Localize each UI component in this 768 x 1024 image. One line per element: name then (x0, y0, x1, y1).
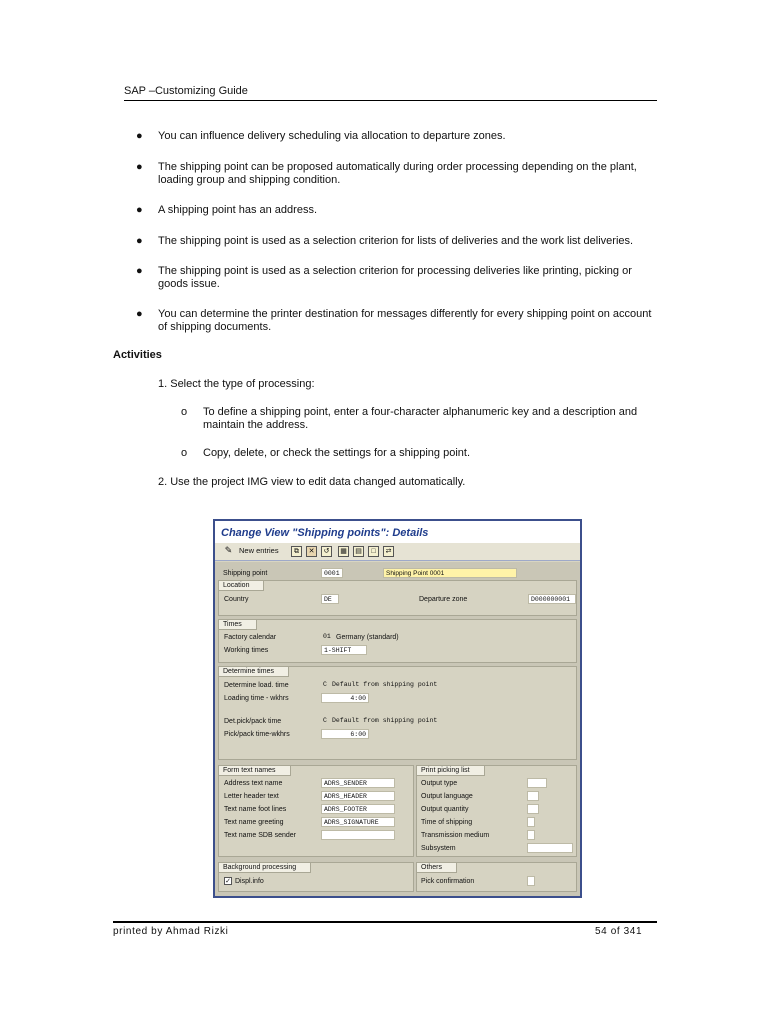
bullet-text: You can determine the printer destination for messages differently for every shipping point on account of shipping documents. (158, 308, 652, 333)
footer-divider (113, 921, 657, 923)
undo-icon[interactable]: ↺ (321, 546, 332, 557)
form-text-label: Text name greeting (224, 819, 284, 826)
country-label: Country (224, 596, 249, 603)
picking-list-label: Output language (421, 793, 473, 800)
pick-confirmation-label: Pick confirmation (421, 878, 475, 885)
country-field[interactable]: DE (321, 594, 339, 604)
bullet-icon: ● (136, 204, 143, 216)
delete-icon[interactable]: ✕ (306, 546, 317, 557)
form-text-field[interactable] (321, 830, 395, 840)
output-quantity-field[interactable] (527, 804, 539, 814)
background-processing-group-title: Background processing (219, 863, 311, 873)
sub-bullet-icon: o (181, 406, 188, 418)
bullet-icon: ● (136, 161, 143, 173)
times-group-title: Times (219, 620, 257, 630)
pick-pack-time-field[interactable]: 6:00 (321, 729, 369, 739)
form-text-field[interactable]: ADRS_HEADER (321, 791, 395, 801)
shipping-point-field[interactable]: 0001 (321, 568, 343, 578)
sub-item: To define a shipping point, enter a four-character alphanumeric key and a description and maintain the address. (203, 406, 638, 431)
form-text-field[interactable]: ADRS_SIGNATURE (321, 817, 395, 827)
factory-calendar-field[interactable]: 01 (323, 633, 331, 640)
form-text-field[interactable]: ADRS_FOOTER (321, 804, 395, 814)
bullet-text: The shipping point is used as a selection criterion for processing deliveries like printing, picking or goods issue. (158, 265, 632, 290)
step-2: 2. Use the project IMG view to edit data changed automatically. (158, 476, 466, 488)
load-time-label: Determine load. time (224, 682, 289, 689)
new-entries-button[interactable]: New entries (239, 546, 279, 555)
select-block-icon[interactable]: ▤ (353, 546, 364, 557)
others-group (416, 862, 577, 892)
output-language-field[interactable] (527, 791, 539, 801)
picking-list-label: Transmission medium (421, 832, 490, 839)
displ-info-checkbox[interactable]: ✓ (225, 878, 231, 885)
transmission-medium-field[interactable] (527, 830, 535, 840)
transport-icon[interactable]: ⇄ (383, 546, 394, 557)
bullet-text: The shipping point can be proposed automatically during order processing depending on the plant, loading group and shipping condition. (158, 161, 637, 186)
bullet-icon: ● (136, 130, 143, 142)
edit-icon[interactable]: ✎ (224, 545, 233, 555)
times-group (218, 619, 577, 663)
picking-list-label: Output type (421, 780, 458, 787)
pick-confirmation-field[interactable] (527, 876, 535, 886)
form-text-label: Letter header text (224, 793, 279, 800)
step-1: 1. Select the type of processing: (158, 378, 315, 390)
form-text-names-group (218, 765, 414, 857)
displ-info-label: Displ.info (235, 878, 264, 885)
sap-window (213, 519, 582, 898)
form-text-names-group-title: Form text names (219, 766, 291, 776)
deselect-icon[interactable]: □ (368, 546, 379, 557)
sap-content (215, 562, 580, 896)
activities-heading: Activities (113, 349, 162, 361)
footer-page-number: 54 of 341 (595, 926, 643, 937)
location-group-title: Location (219, 581, 264, 591)
determine-times-group (218, 666, 577, 760)
pick-time-code[interactable]: C (323, 717, 327, 724)
footer-printed-by: printed by Ahmad Rizki (113, 926, 229, 937)
bullet-icon: ● (136, 265, 143, 277)
print-picking-list-group-title: Print picking list (417, 766, 485, 776)
sap-window-title: Change View "Shipping points": Details (215, 521, 580, 543)
sap-toolbar (215, 543, 580, 561)
location-group (218, 580, 577, 616)
pick-pack-time-label: Pick/pack time-wkhrs (224, 731, 290, 738)
departure-zone-field[interactable]: D000000001 (528, 594, 576, 604)
loading-time-label: Loading time - wkhrs (224, 695, 289, 702)
subsystem-field[interactable] (527, 843, 573, 853)
working-times-label: Working times (224, 647, 269, 654)
form-text-label: Address text name (224, 780, 283, 787)
pick-time-desc: Default from shipping point (332, 717, 438, 724)
page-header: SAP –Customizing Guide (124, 85, 657, 101)
sub-item: Copy, delete, or check the settings for a shipping point. (203, 447, 471, 459)
factory-calendar-desc: Germany (standard) (336, 634, 399, 641)
bullet-icon: ● (136, 235, 143, 247)
shipping-point-label: Shipping point (223, 570, 268, 577)
determine-times-group-title: Determine times (219, 667, 289, 677)
load-time-desc: Default from shipping point (332, 681, 438, 688)
pick-time-label: Det.pick/pack time (224, 718, 282, 725)
departure-zone-label: Departure zone (419, 596, 468, 603)
time-of-shipping-field[interactable] (527, 817, 535, 827)
factory-calendar-label: Factory calendar (224, 634, 277, 641)
working-times-field[interactable]: 1-SHIFT (321, 645, 367, 655)
picking-list-label: Subsystem (421, 845, 456, 852)
load-time-code[interactable]: C (323, 681, 327, 688)
bullet-icon: ● (136, 308, 143, 320)
bullet-text: The shipping point is used as a selection criterion for lists of deliveries and the work list deliveries. (158, 235, 634, 247)
select-all-icon[interactable]: ▦ (338, 546, 349, 557)
form-text-label: Text name SDB sender (224, 832, 296, 839)
others-group-title: Others (417, 863, 457, 873)
copy-icon[interactable]: ⧉ (291, 546, 302, 557)
sub-bullet-icon: o (181, 447, 188, 459)
shipping-point-description[interactable]: Shipping Point 0001 (383, 568, 517, 578)
picking-list-label: Time of shipping (421, 819, 473, 826)
print-picking-list-group (416, 765, 577, 857)
bullet-text: A shipping point has an address. (158, 204, 318, 216)
loading-time-field[interactable]: 4:00 (321, 693, 369, 703)
bullet-text: You can influence delivery scheduling via allocation to departure zones. (158, 130, 506, 142)
background-processing-group (218, 862, 414, 892)
output-type-field[interactable] (527, 778, 547, 788)
form-text-field[interactable]: ADRS_SENDER (321, 778, 395, 788)
picking-list-label: Output quantity (421, 806, 469, 813)
form-text-label: Text name foot lines (224, 806, 287, 813)
